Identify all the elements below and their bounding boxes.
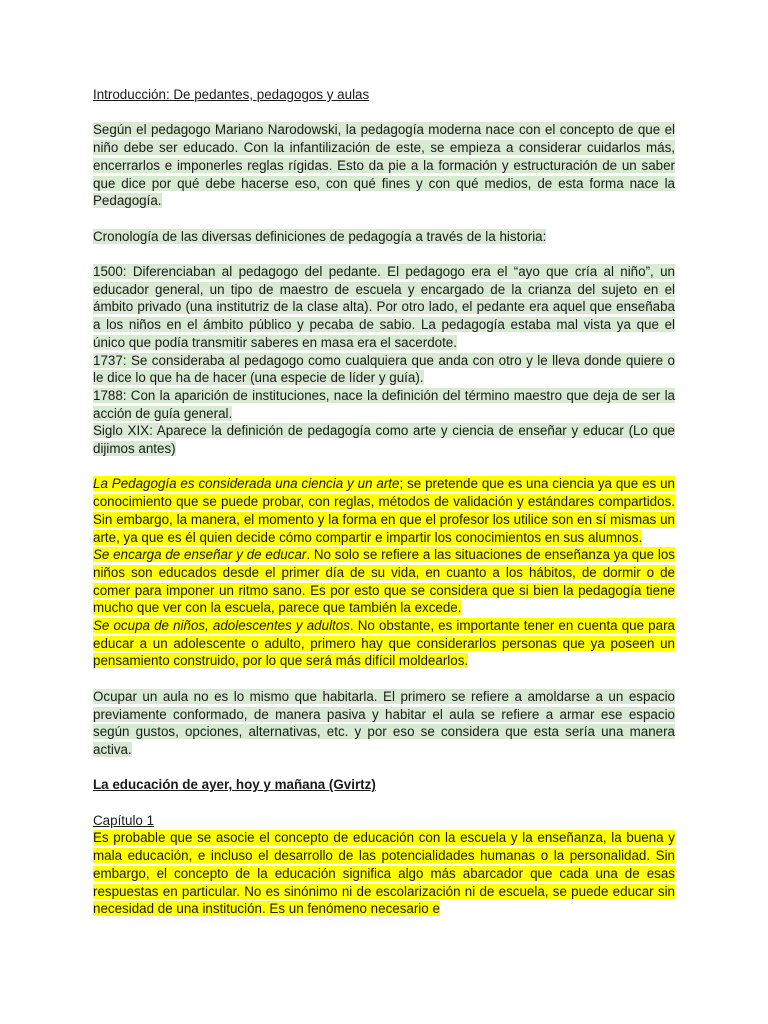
chronology-1737: 1737: Se consideraba al pedagogo como cualquiera que anda con otro y le lleva donde quiere o le dice lo que ha de hacer (una especie de líder y guía).	[93, 352, 675, 386]
intro-heading: Introducción: De pedantes, pedagogos y aulas	[93, 87, 370, 102]
children-adults-paragraph: Se ocupa de niños, adolescentes y adultos. No obstante, es importante tener en cuenta que para educar a un adolescente o adulto, primero hay que considerarlos personas que ya poseen un pensamiento construido, por lo que será más difícil moldearlos.	[93, 618, 675, 669]
chapter-heading: Capítulo 1	[93, 812, 155, 828]
chronology-1500: 1500: Diferenciaban al pedagogo del pedante. El pedagogo era el “ayo que cría al niño”, un educador general, un tipo de maestro de escuela y encargado de la crianza del sujeto en el ámbito privado (una institutriz de la clase alta). Por otro lado, el pedante era aquel que enseñaba a los niños en el ámbito público y pecaba de sabio. La pedagogía estaba mal vista ya que el único que podía transmitir saberes en masa era el sacerdote.	[93, 263, 675, 350]
intro-paragraph: Según el pedagogo Mariano Narodowski, la pedagogía moderna nace con el concepto de que el niño debe ser educado. Con la infantilización de este, se empieza a considerar cuidarlos más, encerrarlos e imponerles reglas rígidas. Esto da pie a la formación y estructuración de un saber que dice por qué debe hacerse eso, con qué fines y con qué medios, de esta forma nace la Pedagogía.	[93, 122, 675, 209]
chronology-1788: 1788: Con la aparición de instituciones, nace la definición del término maestro que deja de ser la acción de guía general.	[93, 387, 675, 421]
section-heading: La educación de ayer, hoy y mañana (Gvirtz)	[93, 777, 376, 793]
chapter-1-paragraph: Es probable que se asocie el concepto de educación con la escuela y la enseñanza, la buena y mala educación, e incluso el desarrollo de las potencialidades humanas o la personalidad. Sin embargo, el concepto de la educación significa algo más abarcador que cada una de esas respuestas en particular. No es sinónimo ni de escolarización ni de escuela, se puede educar sin necesidad de una institución. Es un fenómeno necesario e	[93, 830, 675, 917]
science-art-paragraph: La Pedagogía es considerada una ciencia y un arte; se pretende que es una ciencia ya que es un conocimiento que se puede probar, con reglas, métodos de validación y estándares compartidos. Sin embargo, la manera, el momento y la forma en que el profesor los utilice son en sí mismas un arte, ya que es él quien decide cómo compartir e impartir los conocimientos en sus alumnos.	[93, 476, 675, 545]
chronology-xix: Siglo XIX: Aparece la definición de pedagogía como arte y ciencia de enseñar y educar (Lo que dijimos antes)	[93, 423, 675, 457]
classroom-paragraph: Ocupar un aula no es lo mismo que habitarla. El primero se refiere a amoldarse a un espacio previamente conformado, de manera pasiva y habitar el aula se refiere a armar ese espacio según gustos, opciones, alternativas, etc. y por eso se considera que esta sería una manera activa.	[93, 688, 675, 757]
teach-educate-paragraph: Se encarga de enseñar y de educar. No solo se refiere a las situaciones de enseñanza ya que los niños son educados desde el primer día de su vida, en cuanto a los hábitos, de dormir o de comer para imponer un ritmo sano. Es por esto que se considera que si bien la pedagogía tiene mucho que ver con la escuela, parece que también la excede.	[93, 547, 675, 616]
document-page	[93, 86, 675, 936]
chronology-intro: Cronología de las diversas definiciones de pedagogía a través de la historia:	[93, 228, 547, 244]
